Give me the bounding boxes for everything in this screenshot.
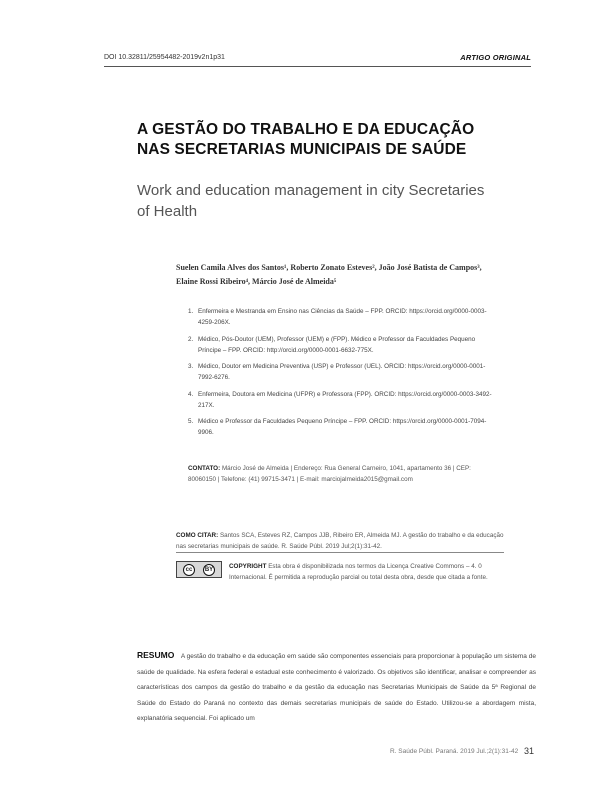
copyright-text: Esta obra é disponibilizada nos termos da Licença Creative Commons – 4. 0 Internacional. É permitida a reprodução parcial ou total desta obra, desde que citada a fonte. <box>229 563 488 581</box>
copyright-block <box>229 561 505 583</box>
article-title-english-line-2: of Health <box>137 203 198 220</box>
affiliation-item <box>188 389 496 411</box>
article-title-line-2: NAS SECRETARIAS MUNICIPAIS DE SAÚDE <box>137 141 467 158</box>
contact-label: CONTATO: <box>188 465 221 472</box>
affiliation-text: Enfermeira e Mestranda em Ensino nas Ciências da Saúde – FPP. ORCID: https://orcid.org/0000-0003-4259-206X. <box>198 308 487 326</box>
affiliation-text: Médico, Doutor em Medicina Preventiva (USP) e Professor (UEL). ORCID: https://orcid.org/0000-0001-7992-6276. <box>198 363 486 381</box>
affiliation-number: 2. <box>188 335 194 343</box>
article-title-english-line-1: Work and education management in city Secretaries <box>137 182 485 199</box>
abstract-paragraph <box>137 648 536 727</box>
page-number: 31 <box>524 746 535 756</box>
author-line-1: Suelen Camila Alves dos Santos¹, Roberto Zonato Esteves², João José Batista de Campos³, <box>176 263 482 272</box>
article-title <box>137 120 537 160</box>
doi-text: DOI 10.32811/25954482-2019v2n1p31 <box>104 54 225 61</box>
section-tag: ARTIGO ORIGINAL <box>460 53 531 62</box>
by-icon: BY <box>203 564 215 576</box>
abstract-text: A gestão do trabalho e da educação em saúde são componentes essenciais para proporcionar à população um sistema de saúde de qualidade. Na esfera federal e estadual este conhecimento é valorizado. Os objetivos são identificar, analisar e compreender as características dos campos da gestão do trabalho e da gestão da educação nas Secretarias Municipais de Saúde da 5ª Regional de Saúde do Estado do Paraná no contexto das demais secretarias municipais de saúde do Estado. Utilizou-se a abordagem mista, explanatória sequencial. Foi aplicado um <box>137 653 536 722</box>
cc-icon: cc <box>183 564 195 576</box>
author-line-2: Elaine Rossi Ribeiro⁴, Márcio José de Almeida⁵ <box>176 277 337 286</box>
creative-commons-badge[interactable] <box>176 561 222 578</box>
citation-block <box>176 530 506 552</box>
affiliation-number: 1. <box>188 308 194 315</box>
footer-journal-reference: R. Saúde Públ. Paraná. 2019 Jul.;2(1):31-42 <box>390 748 519 755</box>
affiliation-item <box>188 334 496 356</box>
copyright-label: COPYRIGHT <box>229 563 267 570</box>
affiliation-number: 5. <box>188 418 194 425</box>
affiliation-text: Médico, Pós-Doutor (UEM), Professor (UEM) e (FPP). Médico e Professor da Faculdades Pequeno Príncipe – FPP. ORCID: http://orcid.org/0000-0001-6632-775X. <box>198 335 476 354</box>
article-title-english <box>137 180 537 222</box>
citation-text: Santos SCA, Esteves RZ, Campos JJB, Ribeiro ER, Almeida MJ. A gestão do trabalho e da educação nas secretarias municipais de saúde. R. Saúde Públ. 2019 Jul;2(1):31-42. <box>176 532 504 550</box>
affiliation-item <box>188 306 496 328</box>
contact-block <box>188 463 498 485</box>
header-rule <box>104 66 531 67</box>
affiliation-text: Enfermeira, Doutora em Medicina (UFPR) e Professora (FPP). ORCID: https://orcid.org/0000-0003-3492-217X. <box>198 390 492 409</box>
affiliation-number: 4. <box>188 390 194 398</box>
abstract-label: RESUMO <box>137 650 175 660</box>
affiliation-list <box>188 306 496 444</box>
citation-label: COMO CITAR: <box>176 532 219 539</box>
article-title-line-1: A GESTÃO DO TRABALHO E DA EDUCAÇÃO <box>137 121 475 138</box>
citation-rule <box>176 552 504 553</box>
affiliation-text: Médico e Professor da Faculdades Pequeno Príncipe – FPP. ORCID: https://orcid.org/0000-0001-7094-9906. <box>198 418 487 436</box>
affiliation-item <box>188 416 496 438</box>
contact-text: Márcio José de Almeida | Endereço: Rua General Carneiro, 1041, apartamento 36 | CEP: 80060150 | Telefone: (41) 99715-3471 | E-mail: marciojalmeida2015@gmail.com <box>188 465 471 483</box>
affiliation-number: 3. <box>188 363 194 370</box>
author-list <box>176 261 536 289</box>
affiliation-item <box>188 361 496 383</box>
